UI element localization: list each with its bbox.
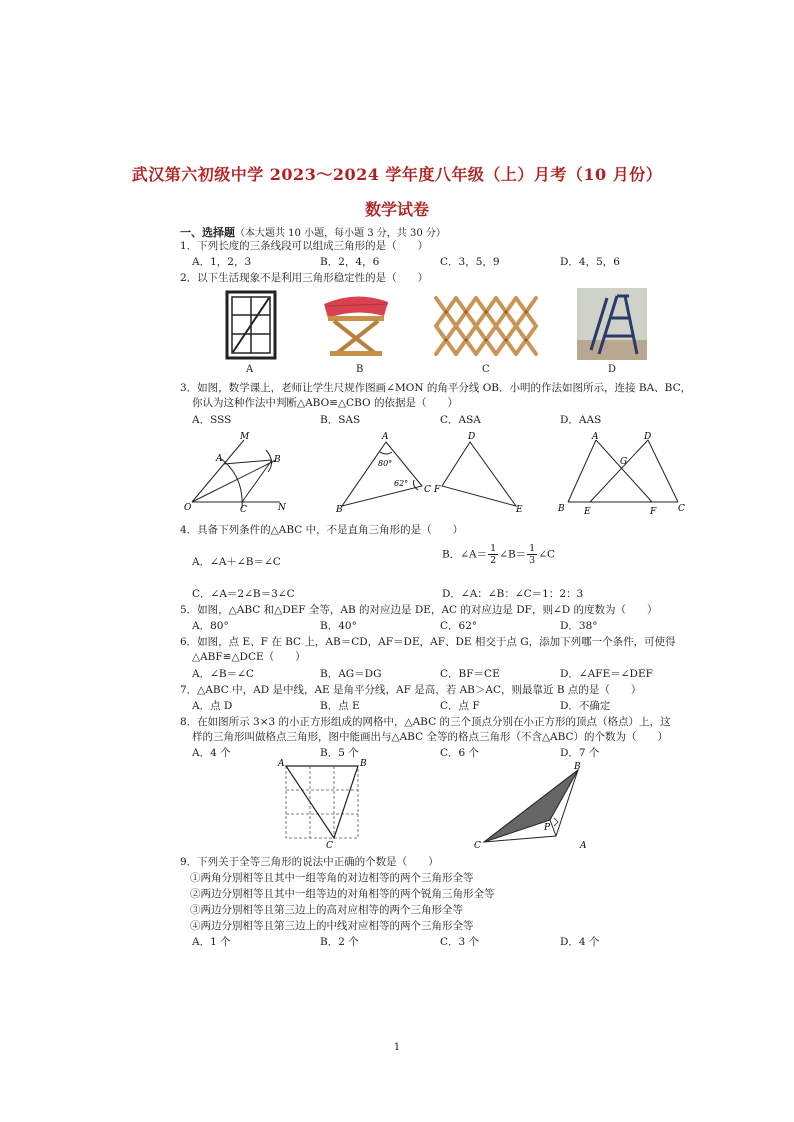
q2-label-a: A xyxy=(246,364,254,375)
angle-62-label: 62° xyxy=(394,479,409,488)
frac2-den: 3 xyxy=(529,555,536,566)
svg-text:C: C xyxy=(474,841,481,851)
q5-option-a: A．80° xyxy=(192,620,229,632)
window-frame-image xyxy=(225,290,277,360)
fraction-third xyxy=(527,543,537,566)
angle-80-label: 80° xyxy=(378,459,393,468)
svg-text:G: G xyxy=(620,457,628,467)
angle-bisector-figure xyxy=(180,428,295,514)
q6-line1: 6．如图，点 E、F 在 BC 上，AB＝CD，AF＝DE，AF、DE 相交于点 G，添加下列哪一个条件，可使得 xyxy=(180,636,676,648)
q4-option-a: A．∠A＋∠B＝∠C xyxy=(192,556,281,568)
svg-text:B: B xyxy=(336,505,343,515)
q4-option-c: C．∠A＝2∠B＝3∠C xyxy=(192,588,295,600)
svg-text:C: C xyxy=(678,504,685,514)
q4-optb-mid: ∠B＝ xyxy=(499,548,527,561)
svg-text:B: B xyxy=(574,762,581,772)
fraction-half xyxy=(488,543,498,566)
frac1-num: 1 xyxy=(490,543,497,554)
step-ladder-image xyxy=(577,288,647,360)
q7-option-a: A．点 D xyxy=(192,700,233,712)
q8-option-c: C．6 个 xyxy=(440,747,480,759)
q3-option-b: B．SAS xyxy=(320,414,361,426)
svg-text:E: E xyxy=(516,505,523,515)
q3-option-c: C．ASA xyxy=(440,414,481,426)
q3-option-d: D．AAS xyxy=(560,414,602,426)
q9-option-b: B．2 个 xyxy=(320,936,359,948)
shaded-triangle-figure xyxy=(470,760,600,852)
q9-item-3: ③两边分别相等且第三边上的高对应相等的两个三角形全等 xyxy=(190,904,463,916)
svg-text:A: A xyxy=(580,841,587,851)
congruent-triangles-figure xyxy=(330,430,540,516)
q8-line1: 8．在如图所示 3×3 的小正方形组成的网格中，△ABC 的三个顶点分别在小正方形的顶点（格点）上，这 xyxy=(180,716,671,728)
q3-line2: 你认为这种作法中判断△ABO≌△CBO 的依据是（ ） xyxy=(192,397,458,409)
svg-text:F: F xyxy=(650,507,657,516)
q7-option-b: B．点 E xyxy=(320,700,360,712)
q8-line2: 样的三角形叫做格点三角形，图中能画出与△ABC 全等的格点三角形（不含△ABC）的个数为（ ） xyxy=(192,731,669,743)
svg-text:A: A xyxy=(382,432,389,442)
q2-label-c: C xyxy=(482,364,490,375)
accordion-rack-image xyxy=(432,292,544,360)
q9-text: 9．下列关于全等三角形的说法中正确的个数是（ ） xyxy=(180,856,439,868)
svg-text:B: B xyxy=(558,504,565,514)
q3-line1: 3．如图，数学课上，老师让学生尺规作图画∠MON 的角平分线 OB．小明的作法如图所示，连接 BA、BC， xyxy=(180,382,692,394)
overlap-triangles-figure xyxy=(554,430,690,516)
q7-option-d: D．不确定 xyxy=(560,700,611,712)
q6-line2: △ABF≌△DCE（ ） xyxy=(192,651,306,663)
svg-text:A: A xyxy=(592,432,599,442)
q5-text: 5．如图，△ABC 和△DEF 全等，AB 的对应边是 DE，AC 的对应边是 DF，则∠D 的度数为（ ） xyxy=(180,604,658,616)
q4-option-b xyxy=(442,543,555,566)
q3-option-a: A．SSS xyxy=(192,414,232,426)
q6-option-b: B．AG＝DG xyxy=(320,668,382,680)
svg-text:C: C xyxy=(240,505,247,514)
q6-option-c: C．BF＝CE xyxy=(440,668,500,680)
q9-item-2: ②两边分别相等且其中一组等边的对角相等的两个锐角三角形全等 xyxy=(190,888,495,900)
q2-text: 2．以下生活现象不是利用三角形稳定性的是（ ） xyxy=(180,272,429,284)
folding-stool-image xyxy=(318,288,394,360)
svg-text:C: C xyxy=(326,841,333,850)
frac1-den: 2 xyxy=(490,555,497,566)
q7-option-c: C．点 F xyxy=(440,700,480,712)
q6-option-d: D．∠AFE＝∠DEF xyxy=(560,668,653,680)
q8-option-b: B．5 个 xyxy=(320,747,359,759)
exam-subtitle: 数学试卷 xyxy=(364,200,429,219)
q2-label-d: D xyxy=(608,364,617,375)
q9-item-1: ①两角分别相等且其中一组等角的对边相等的两个三角形全等 xyxy=(190,872,474,884)
svg-text:E: E xyxy=(584,507,591,516)
q9-option-c: C．3 个 xyxy=(440,936,480,948)
q4-optb-suffix: ∠C xyxy=(538,548,556,561)
q9-option-a: A．1 个 xyxy=(192,936,231,948)
q8-option-d: D．7 个 xyxy=(560,747,600,759)
q5-option-d: D．38° xyxy=(560,620,598,632)
q6-option-a: A．∠B＝∠C xyxy=(192,668,254,680)
svg-text:C: C xyxy=(424,485,431,495)
svg-text:O: O xyxy=(184,503,192,513)
q9-item-4: ④两边分别相等且第三边上的中线对应相等的两个三角形全等 xyxy=(190,920,474,932)
svg-text:A: A xyxy=(278,759,285,769)
q1-option-a: A．1，2，3 xyxy=(192,256,252,268)
svg-text:M: M xyxy=(240,432,250,442)
q4-option-d: D．∠A：∠B：∠C＝1：2：3 xyxy=(442,588,584,600)
frac2-num: 1 xyxy=(529,543,536,554)
q5-option-b: B．40° xyxy=(320,620,357,632)
q5-option-c: C．62° xyxy=(440,620,478,632)
q1-text: 1．下列长度的三条线段可以组成三角形的是（ ） xyxy=(180,240,429,252)
svg-text:D: D xyxy=(644,432,652,442)
svg-text:D: D xyxy=(468,432,476,442)
page-number: 1 xyxy=(393,1042,401,1053)
svg-text:A: A xyxy=(216,454,223,464)
q2-label-b: B xyxy=(356,364,364,375)
svg-text:N: N xyxy=(278,503,286,513)
svg-text:P: P xyxy=(544,823,551,833)
q4-optb-prefix: B．∠A＝ xyxy=(442,548,488,561)
q1-option-b: B．2，4，6 xyxy=(320,256,380,268)
svg-text:B: B xyxy=(360,759,367,769)
svg-text:B: B xyxy=(274,455,281,465)
section-note: （本大题共 10 小题，每小题 3 分，共 30 分） xyxy=(235,228,446,239)
q4-text: 4．具备下列条件的△ABC 中，不是直角三角形的是（ ） xyxy=(180,524,464,536)
exam-title: 武汉第六初级中学 2023～2024 学年度八年级（上）月考（10 月份） xyxy=(131,165,663,184)
q8-option-a: A．4 个 xyxy=(192,747,231,759)
q7-text: 7．△ABC 中，AD 是中线，AE 是角平分线，AF 是高，若 AB＞AC，则最靠近 B 点的是（ ） xyxy=(180,684,642,696)
q1-option-d: D．4，5，6 xyxy=(560,256,620,268)
q9-option-d: D．4 个 xyxy=(560,936,600,948)
q1-option-c: C．3，5，9 xyxy=(440,256,500,268)
section-title: 一、选择题 xyxy=(180,226,235,239)
svg-text:F: F xyxy=(434,485,441,495)
grid-triangle-figure xyxy=(276,758,368,850)
